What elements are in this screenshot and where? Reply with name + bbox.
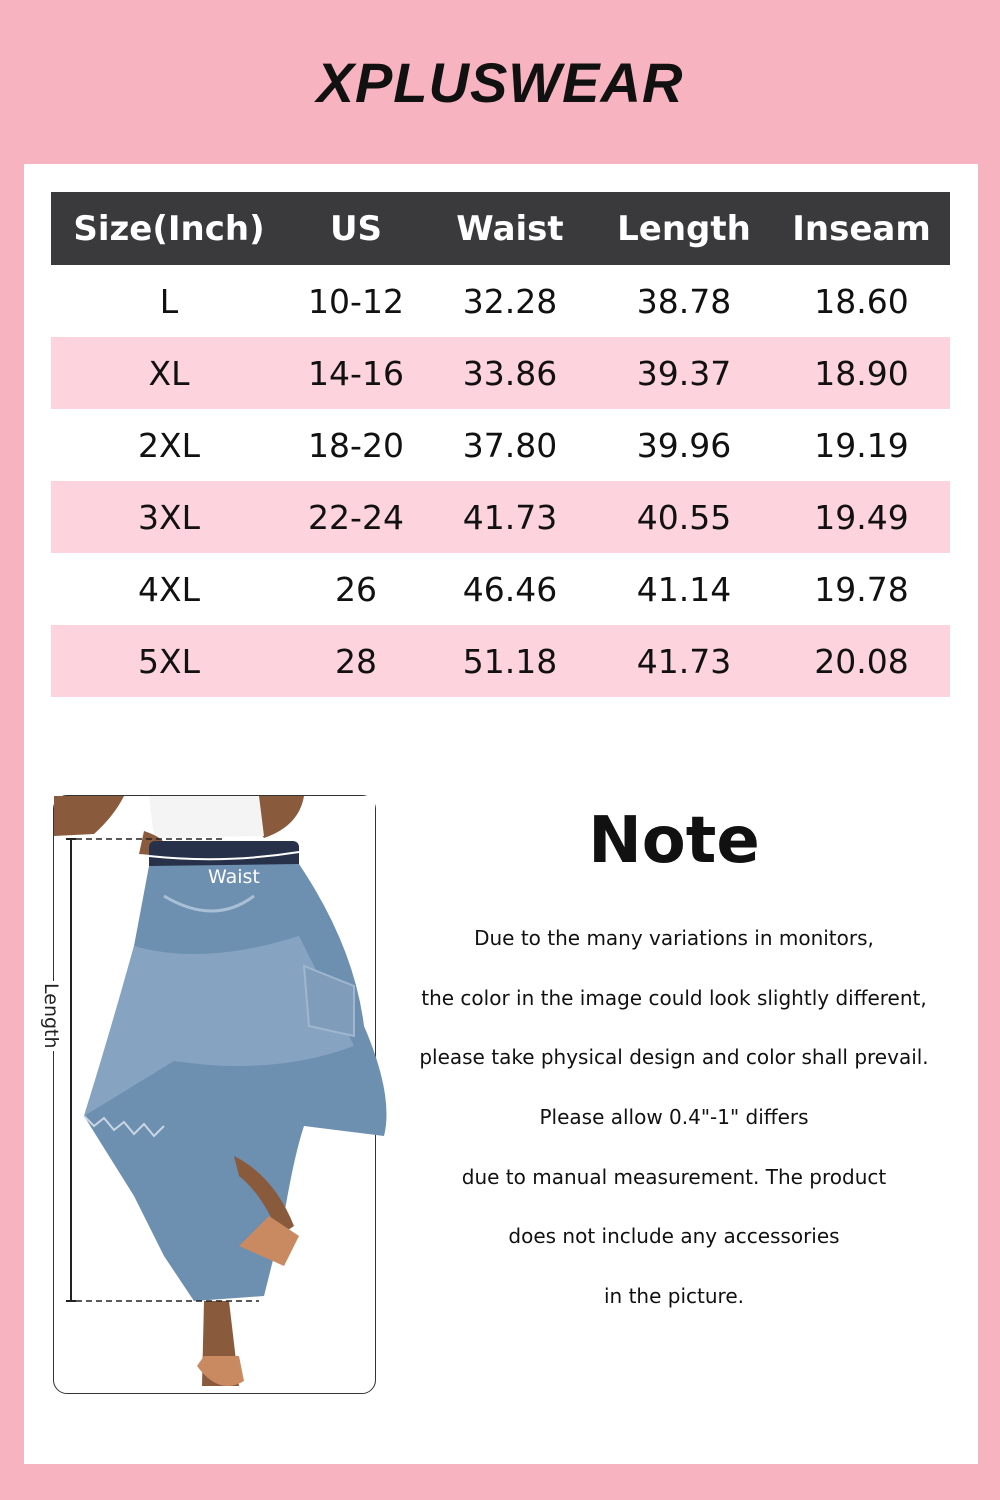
cell-us: 26: [335, 569, 377, 609]
note-line: does not include any accessories: [508, 1224, 840, 1249]
cell-inseam: 20.08: [814, 641, 909, 681]
note-line: Due to the many variations in monitors,: [474, 926, 874, 950]
cell-size: L: [159, 281, 179, 321]
cell-waist: 51.18: [462, 641, 558, 681]
header-size: Size(Inch): [73, 208, 265, 249]
header-length: Length: [617, 208, 751, 249]
cell-us: 28: [335, 641, 377, 681]
table-row: [51, 337, 950, 409]
note-line: Please allow 0.4"-1" differs: [539, 1105, 809, 1130]
header-us: US: [329, 208, 383, 249]
header-waist: Waist: [456, 208, 564, 249]
table-row: [51, 625, 950, 697]
size-chart-table: [51, 192, 950, 697]
cell-size: 2XL: [138, 425, 200, 465]
note-text: [396, 909, 952, 1327]
waist-label: Waist: [208, 866, 260, 888]
cell-size: XL: [148, 353, 190, 393]
cell-waist: 37.80: [462, 425, 558, 465]
table-row: [51, 481, 950, 553]
cell-us: 18-20: [308, 425, 404, 465]
note-line: please take physical design and color shall prevail.: [419, 1045, 929, 1070]
cell-size: 5XL: [138, 641, 200, 681]
cell-inseam: 19.49: [814, 497, 909, 537]
brand-logo: XPLUSWEAR: [316, 50, 684, 114]
table-row: [51, 553, 950, 625]
length-label: Length: [40, 983, 62, 1049]
table-header-row: [51, 192, 950, 265]
table-row: [51, 409, 950, 481]
note-line: due to manual measurement. The product: [461, 1164, 887, 1189]
cell-inseam: 19.78: [814, 569, 909, 609]
cell-size: 4XL: [138, 569, 200, 609]
note-line: the color in the image could look slightly different,: [421, 985, 927, 1010]
cell-waist: 46.46: [462, 569, 558, 609]
cell-us: 22-24: [308, 497, 404, 537]
cell-inseam: 18.90: [814, 353, 909, 393]
header-inseam: Inseam: [792, 208, 931, 249]
cell-inseam: 18.60: [814, 281, 909, 321]
cell-length: 39.37: [636, 353, 732, 393]
brand-header: [0, 42, 1000, 122]
content-panel: [24, 164, 978, 1464]
cell-length: 38.78: [636, 281, 732, 321]
cell-waist: 41.73: [462, 497, 558, 537]
cell-size: 3XL: [138, 497, 200, 537]
product-photo: [40, 795, 376, 1394]
cell-inseam: 19.19: [814, 425, 909, 465]
cell-us: 10-12: [308, 281, 404, 321]
note-line: in the picture.: [604, 1284, 744, 1309]
table-row: [51, 265, 950, 337]
cell-waist: 32.28: [462, 281, 558, 321]
note-title: Note: [588, 804, 760, 878]
cell-length: 41.73: [636, 641, 732, 681]
cell-length: 39.96: [636, 425, 732, 465]
cell-waist: 33.86: [462, 353, 558, 393]
cell-us: 14-16: [308, 353, 404, 393]
cell-length: 41.14: [636, 569, 732, 609]
cell-length: 40.55: [636, 497, 732, 537]
